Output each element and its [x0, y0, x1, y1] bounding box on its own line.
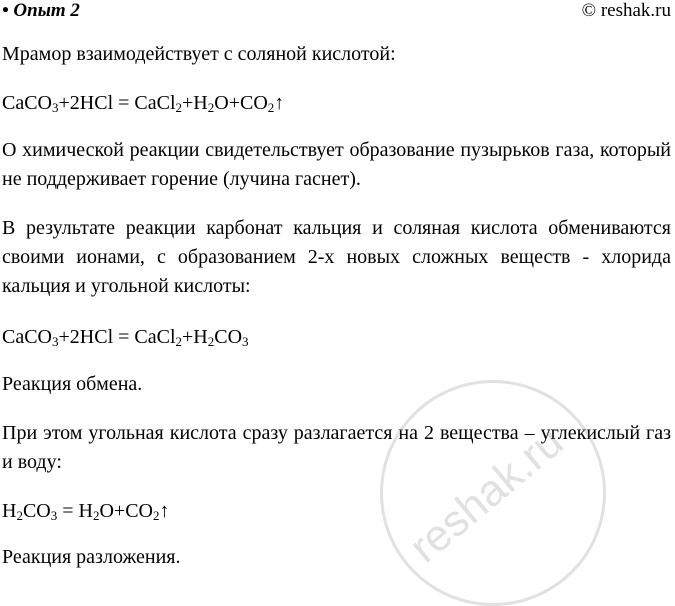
intro-text: Мрамор взаимодействует с соляной кислотой: — [2, 43, 396, 65]
equation-2: CaCO$_3$+2HCl = $CaCl_2+H_2CO_3$ — [2, 326, 249, 349]
watermark-circle — [380, 380, 606, 606]
equation-1: CaCO$_3$+2HCl = $CaCl_2+H_2O+CO_2↑$ — [2, 92, 285, 115]
decomposition-paragraph: При этом угольная кислота сразу разлагается на 2 вещества – углекислый газ и воду: — [2, 422, 671, 473]
reaction-type-exchange: Реакция обмена. — [2, 373, 143, 395]
copyright-notice: © reshak.ru — [581, 0, 671, 21]
observation-paragraph: О химической реакции свидетельствует образование пузырьков газа, который не поддерживает горение (лучина гаснет). — [2, 139, 671, 190]
section-title: • Опыт 2 — [2, 0, 80, 21]
watermark-text: reshak.ru — [400, 416, 573, 573]
exchange-paragraph: В результате реакции карбонат кальция и соляная кислота обмениваются своими ионами, с образованием 2-х новых сложных веществ - хлорида кальция и угольной кислоты: — [2, 217, 671, 297]
equation-3: $H_2CO_3$ = $H_2O+CO_2↑$ — [2, 500, 170, 523]
reaction-type-decomposition: Реакция разложения. — [2, 546, 181, 568]
